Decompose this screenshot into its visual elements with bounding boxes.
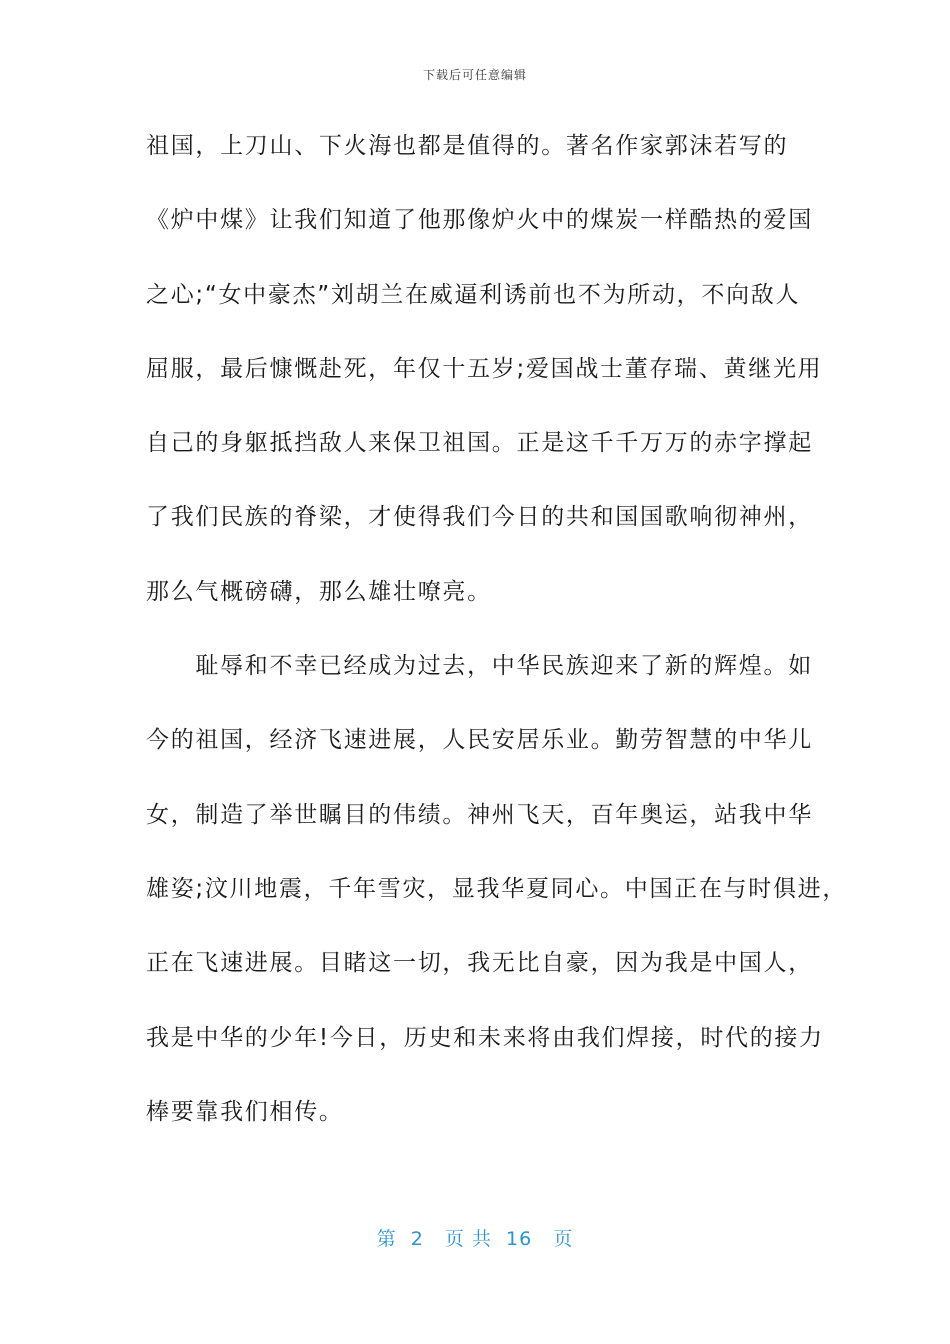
text-line: 今的祖国，经济飞速进展，人民安居乐业。勤劳智慧的中华儿 [146, 727, 813, 754]
text-line: 正在飞速进展。目睹这一切，我无比自豪，因为我是中国人， [146, 950, 813, 977]
text-line: 祖国，上刀山、下火海也都是值得的。著名作家郭沫若写的 [146, 133, 789, 159]
text-line: 那么气概磅礴，那么雄壮嘹亮。 [146, 578, 492, 605]
text-line: 《炉中煤》让我们知道了他那像炉火中的煤炭一样酷热的爱国 [146, 207, 813, 234]
text-line: 之心;“女中豪杰”刘胡兰在威逼利诱前也不为所动，不向敌人 [146, 281, 801, 308]
page-number-footer: 第 2 页 共 16 页 [376, 1228, 574, 1250]
text-line: 耻辱和不幸已经成为过去，中华民族迎来了新的辉煌。如 [146, 653, 813, 680]
document-body [146, 124, 848, 1164]
text-line: 棒要靠我们相传。 [146, 1098, 344, 1125]
text-line: 我是中华的少年!今日，历史和未来将由我们焊接，时代的接力 [146, 1024, 824, 1051]
text-line: 雄姿;汶川地震，千年雪灾，显我华夏同心。中国正在与时俱进， [146, 875, 848, 902]
text-line: 女，制造了举世瞩目的伟绩。神州飞天，百年奥运，站我中华 [146, 801, 813, 828]
text-line: 自己的身躯抵挡敌人来保卫祖国。正是这千千万万的赤字撑起 [146, 430, 813, 457]
header-note: 下载后可任意编辑 [422, 68, 527, 82]
text-line: 了我们民族的脊梁，才使得我们今日的共和国国歌响彻神州， [146, 504, 813, 531]
text-line: 屈服，最后慷慨赴死，年仅十五岁;爱国战士董存瑞、黄继光用 [146, 355, 823, 382]
